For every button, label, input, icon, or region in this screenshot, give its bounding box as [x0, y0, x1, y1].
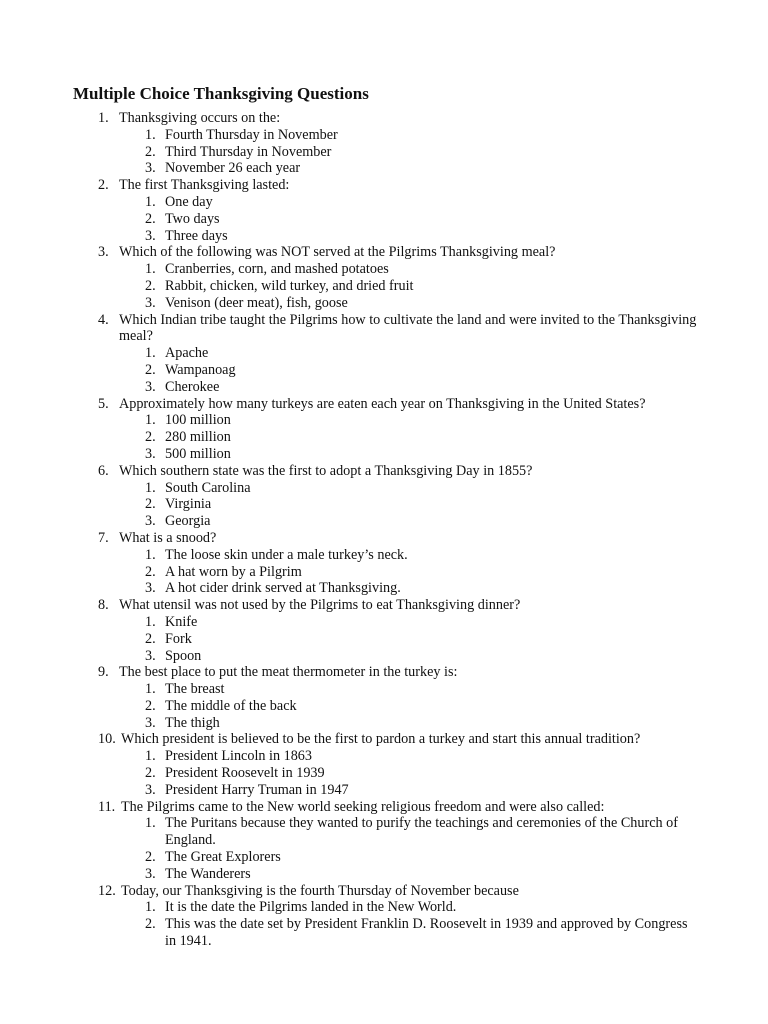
- option-text: 500 million: [165, 445, 231, 462]
- question-6: [0, 463, 768, 530]
- option-item: [0, 412, 768, 429]
- option-text: November 26 each year: [165, 160, 301, 177]
- question-text: Which president is believed to be the first to pardon a turkey and start this annual tradition?: [121, 731, 641, 748]
- option-text: One day: [165, 193, 213, 210]
- question-text: Which southern state was the first to adopt a Thanksgiving Day in 1855?: [119, 462, 533, 479]
- option-item: [0, 513, 768, 530]
- option-text: The Wanderers: [165, 865, 251, 882]
- option-item: [0, 614, 768, 631]
- option-number: 1.: [145, 126, 156, 143]
- option-item: [0, 564, 768, 581]
- option-number: 3.: [145, 580, 156, 597]
- option-number: 2.: [145, 916, 156, 933]
- question-text: What utensil was not used by the Pilgrims to eat Thanksgiving dinner?: [119, 597, 521, 614]
- option-text: Virginia: [165, 496, 212, 513]
- option-item: [0, 160, 768, 177]
- option-number: 1.: [145, 815, 156, 832]
- question-number: 7.: [98, 529, 109, 546]
- question-10: [0, 731, 768, 798]
- option-number: 1.: [145, 345, 156, 362]
- question-text: The first Thanksgiving lasted:: [119, 177, 290, 194]
- option-number: 1.: [145, 681, 156, 698]
- option-text: President Roosevelt in 1939: [165, 765, 325, 782]
- question-11: [0, 799, 768, 883]
- option-number: 1.: [145, 613, 156, 630]
- option-text: Fork: [165, 630, 192, 647]
- option-text: Venison (deer meat), fish, goose: [165, 294, 348, 311]
- question-12: [0, 883, 768, 950]
- option-number: 3.: [145, 513, 156, 530]
- option-item: [0, 715, 768, 732]
- option-item: [0, 345, 768, 362]
- question-number: 8.: [98, 597, 109, 614]
- option-item: [0, 698, 768, 715]
- option-item: [0, 866, 768, 883]
- question-3: [0, 244, 768, 311]
- question-list: [0, 110, 768, 950]
- option-text: The thigh: [165, 714, 220, 731]
- option-text: Third Thursday in November: [165, 143, 332, 160]
- option-number: 1.: [145, 412, 156, 429]
- option-item: [0, 648, 768, 665]
- option-number: 3.: [145, 714, 156, 731]
- question-text: Thanksgiving occurs on the:: [119, 110, 281, 126]
- option-number: 3.: [145, 865, 156, 882]
- option-number: 2.: [145, 849, 156, 866]
- option-number: 2.: [145, 630, 156, 647]
- option-number: 3.: [145, 647, 156, 664]
- option-item: [0, 765, 768, 782]
- option-item: [0, 480, 768, 497]
- question-text: What is a snood?: [119, 529, 217, 546]
- question-number: 4.: [98, 311, 109, 328]
- option-text: Wampanoag: [165, 361, 236, 378]
- question-number: 12.: [98, 882, 116, 899]
- option-item: [0, 379, 768, 396]
- option-item: [0, 748, 768, 765]
- question-2: [0, 177, 768, 244]
- option-item: [0, 815, 768, 849]
- option-text: The Puritans because they wanted to purify the teachings and ceremonies of the Church of England.: [165, 815, 678, 849]
- question-5: [0, 396, 768, 463]
- option-number: 2.: [145, 429, 156, 446]
- option-number: 3.: [145, 781, 156, 798]
- option-number: 1.: [145, 546, 156, 563]
- option-number: 3.: [145, 160, 156, 177]
- option-number: 3.: [145, 294, 156, 311]
- option-number: 2.: [145, 765, 156, 782]
- question-text: The Pilgrims came to the New world seeking religious freedom and were also called:: [121, 798, 605, 815]
- option-item: [0, 127, 768, 144]
- option-item: [0, 194, 768, 211]
- option-text: The breast: [165, 681, 225, 698]
- option-item: [0, 547, 768, 564]
- option-text: Georgia: [165, 513, 211, 530]
- option-number: 1.: [145, 261, 156, 278]
- option-number: 2.: [145, 143, 156, 160]
- option-text: President Harry Truman in 1947: [165, 781, 349, 798]
- option-number: 2.: [145, 277, 156, 294]
- option-item: [0, 261, 768, 278]
- option-text: President Lincoln in 1863: [165, 748, 312, 765]
- option-text: Three days: [165, 227, 228, 244]
- option-number: 2.: [145, 361, 156, 378]
- question-number: 11.: [98, 798, 116, 815]
- option-number: 1.: [145, 748, 156, 765]
- question-text: Which Indian tribe taught the Pilgrims how to cultivate the land and were invited to the Thanksgiving meal?: [119, 311, 697, 345]
- question-number: 10.: [98, 731, 116, 748]
- option-item: [0, 144, 768, 161]
- option-text: It is the date the Pilgrims landed in the New World.: [165, 899, 457, 916]
- option-item: [0, 446, 768, 463]
- option-number: 3.: [145, 378, 156, 395]
- option-text: Apache: [165, 345, 209, 362]
- option-item: [0, 211, 768, 228]
- option-text: 280 million: [165, 429, 231, 446]
- question-number: 5.: [98, 395, 109, 412]
- option-item: [0, 496, 768, 513]
- question-number: 2.: [98, 177, 109, 194]
- option-text: The middle of the back: [165, 697, 297, 714]
- question-4: [0, 312, 768, 396]
- option-text: Two days: [165, 210, 220, 227]
- option-text: A hat worn by a Pilgrim: [165, 563, 302, 580]
- option-text: The loose skin under a male turkey’s neck.: [165, 546, 408, 563]
- question-text: The best place to put the meat thermometer in the turkey is:: [119, 664, 458, 681]
- option-number: 3.: [145, 227, 156, 244]
- option-item: [0, 362, 768, 379]
- option-text: South Carolina: [165, 479, 251, 496]
- page-title: Multiple Choice Thanksgiving Questions: [73, 84, 369, 103]
- option-item: [0, 849, 768, 866]
- question-text: Which of the following was NOT served at the Pilgrims Thanksgiving meal?: [119, 244, 556, 261]
- question-1: [0, 110, 768, 177]
- option-item: [0, 899, 768, 916]
- option-text: Fourth Thursday in November: [165, 126, 338, 143]
- option-item: [0, 580, 768, 597]
- option-text: The Great Explorers: [165, 849, 281, 866]
- option-item: [0, 295, 768, 312]
- question-number: 1.: [98, 110, 109, 126]
- option-text: Spoon: [165, 647, 202, 664]
- question-9: [0, 664, 768, 731]
- option-item: [0, 278, 768, 295]
- option-text: This was the date set by President Franklin D. Roosevelt in 1939 and approved by Congress in 1941.: [165, 916, 688, 950]
- question-number: 3.: [98, 244, 109, 261]
- option-item: [0, 782, 768, 799]
- question-text: Today, our Thanksgiving is the fourth Thursday of November because: [121, 882, 519, 899]
- option-text: Cherokee: [165, 378, 220, 395]
- option-number: 2.: [145, 697, 156, 714]
- option-text: Cranberries, corn, and mashed potatoes: [165, 261, 389, 278]
- option-number: 1.: [145, 193, 156, 210]
- option-item: [0, 228, 768, 245]
- question-8: [0, 597, 768, 664]
- option-text: A hot cider drink served at Thanksgiving.: [165, 580, 401, 597]
- option-number: 1.: [145, 479, 156, 496]
- option-text: 100 million: [165, 412, 231, 429]
- option-number: 2.: [145, 210, 156, 227]
- option-item: [0, 429, 768, 446]
- option-item: [0, 916, 768, 950]
- question-number: 9.: [98, 664, 109, 681]
- option-text: Knife: [165, 613, 198, 630]
- question-7: [0, 530, 768, 597]
- option-number: 3.: [145, 445, 156, 462]
- question-text: Approximately how many turkeys are eaten each year on Thanksgiving in the United States?: [119, 395, 646, 412]
- option-item: [0, 681, 768, 698]
- option-item: [0, 631, 768, 648]
- option-number: 1.: [145, 899, 156, 916]
- option-text: Rabbit, chicken, wild turkey, and dried fruit: [165, 277, 414, 294]
- option-number: 2.: [145, 563, 156, 580]
- option-number: 2.: [145, 496, 156, 513]
- question-number: 6.: [98, 462, 109, 479]
